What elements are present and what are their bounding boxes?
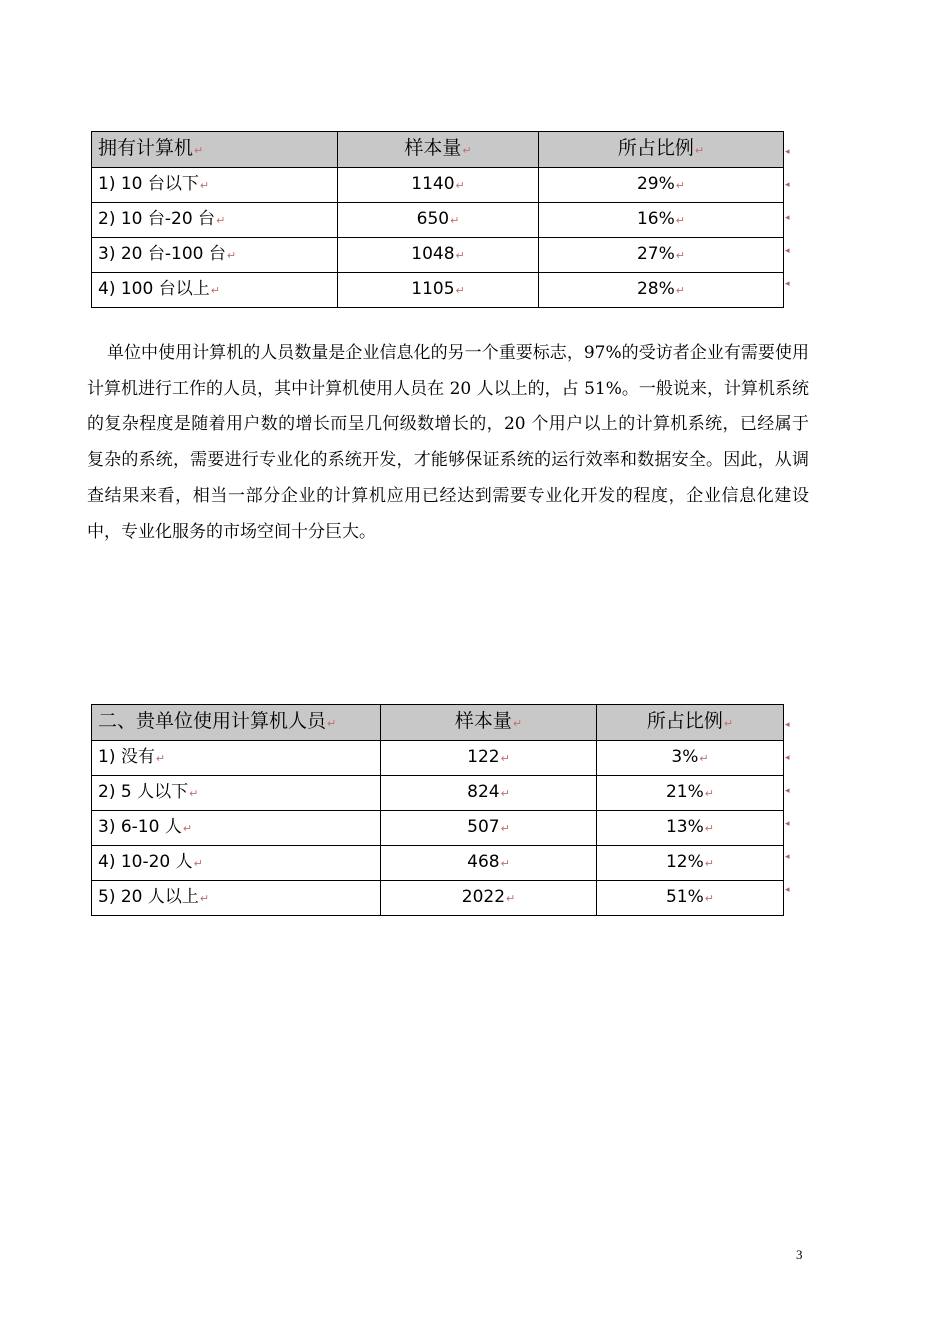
row-end-mark: ◂ bbox=[785, 147, 790, 157]
table-row bbox=[92, 168, 784, 203]
row-label: 4) 10-20 人↵ bbox=[92, 846, 381, 881]
row-percentage: 13%↵ bbox=[597, 811, 784, 846]
table-row bbox=[92, 203, 784, 238]
table-row bbox=[92, 846, 784, 881]
row-percentage: 21%↵ bbox=[597, 776, 784, 811]
row-label: 5) 20 人以上↵ bbox=[92, 881, 381, 916]
table-row bbox=[92, 273, 784, 308]
row-end-mark: ◂ bbox=[785, 786, 790, 796]
body-paragraph: 单位中使用计算机的人员数量是企业信息化的另一个重要标志，97%的受访者企业有需要使用计算机进行工作的人员，其中计算机使用人员在 20 人以上的，占 51%。一般说来，计算机系统的复杂程度是随着用户数的增长而呈几何级数增长的，20 个用户以上的计算机系统，已经属于复杂的系统，需要进行专业化的系统开发，才能够保证系统的运行效率和数据安全。因此，从调查结果来看，相当一部分企业的计算机应用已经达到需要专业化开发的程度，企业信息化建设中，专业化服务的市场空间十分巨大。 bbox=[87, 343, 809, 542]
row-end-mark: ◂ bbox=[785, 852, 790, 862]
row-count: 1105↵ bbox=[338, 273, 539, 308]
row-label: 3) 20 台-100 台↵ bbox=[92, 238, 338, 273]
row-label: 3) 6-10 人↵ bbox=[92, 811, 381, 846]
row-count: 650↵ bbox=[338, 203, 539, 238]
row-count: 2022↵ bbox=[381, 881, 597, 916]
header-computer-users: 二、贵单位使用计算机人员↵ bbox=[92, 705, 381, 741]
row-count: 824↵ bbox=[381, 776, 597, 811]
row-end-mark: ◂ bbox=[785, 720, 790, 730]
table-header-row bbox=[92, 705, 784, 741]
header-percentage: 所占比例↵ bbox=[597, 705, 784, 741]
header-sample-size: 样本量↵ bbox=[338, 132, 539, 168]
row-percentage: 28%↵ bbox=[539, 273, 784, 308]
row-end-mark: ◂ bbox=[785, 180, 790, 190]
computer-users-table bbox=[91, 704, 784, 916]
table-row bbox=[92, 741, 784, 776]
row-label: 2) 10 台-20 台↵ bbox=[92, 203, 338, 238]
row-count: 507↵ bbox=[381, 811, 597, 846]
row-end-mark: ◂ bbox=[785, 885, 790, 895]
table-row bbox=[92, 881, 784, 916]
row-end-mark: ◂ bbox=[785, 819, 790, 829]
row-label: 4) 100 台以上↵ bbox=[92, 273, 338, 308]
table-header-row bbox=[92, 132, 784, 168]
header-percentage: 所占比例↵ bbox=[539, 132, 784, 168]
row-count: 468↵ bbox=[381, 846, 597, 881]
row-percentage: 27%↵ bbox=[539, 238, 784, 273]
table-row bbox=[92, 238, 784, 273]
row-label: 1) 10 台以下↵ bbox=[92, 168, 338, 203]
row-percentage: 12%↵ bbox=[597, 846, 784, 881]
table-row bbox=[92, 776, 784, 811]
table-row bbox=[92, 811, 784, 846]
row-count: 1140↵ bbox=[338, 168, 539, 203]
row-percentage: 16%↵ bbox=[539, 203, 784, 238]
row-label: 2) 5 人以下↵ bbox=[92, 776, 381, 811]
row-end-mark: ◂ bbox=[785, 246, 790, 256]
row-percentage: 51%↵ bbox=[597, 881, 784, 916]
row-percentage: 3%↵ bbox=[597, 741, 784, 776]
computer-ownership-table bbox=[91, 131, 784, 308]
row-end-mark: ◂ bbox=[785, 279, 790, 289]
header-owned-computers: 拥有计算机↵ bbox=[92, 132, 338, 168]
header-sample-size: 样本量↵ bbox=[381, 705, 597, 741]
row-label: 1) 没有↵ bbox=[92, 741, 381, 776]
row-end-mark: ◂ bbox=[785, 213, 790, 223]
row-end-mark: ◂ bbox=[785, 753, 790, 763]
row-count: 1048↵ bbox=[338, 238, 539, 273]
row-count: 122↵ bbox=[381, 741, 597, 776]
row-percentage: 29%↵ bbox=[539, 168, 784, 203]
page-number: 3 bbox=[796, 1247, 803, 1262]
